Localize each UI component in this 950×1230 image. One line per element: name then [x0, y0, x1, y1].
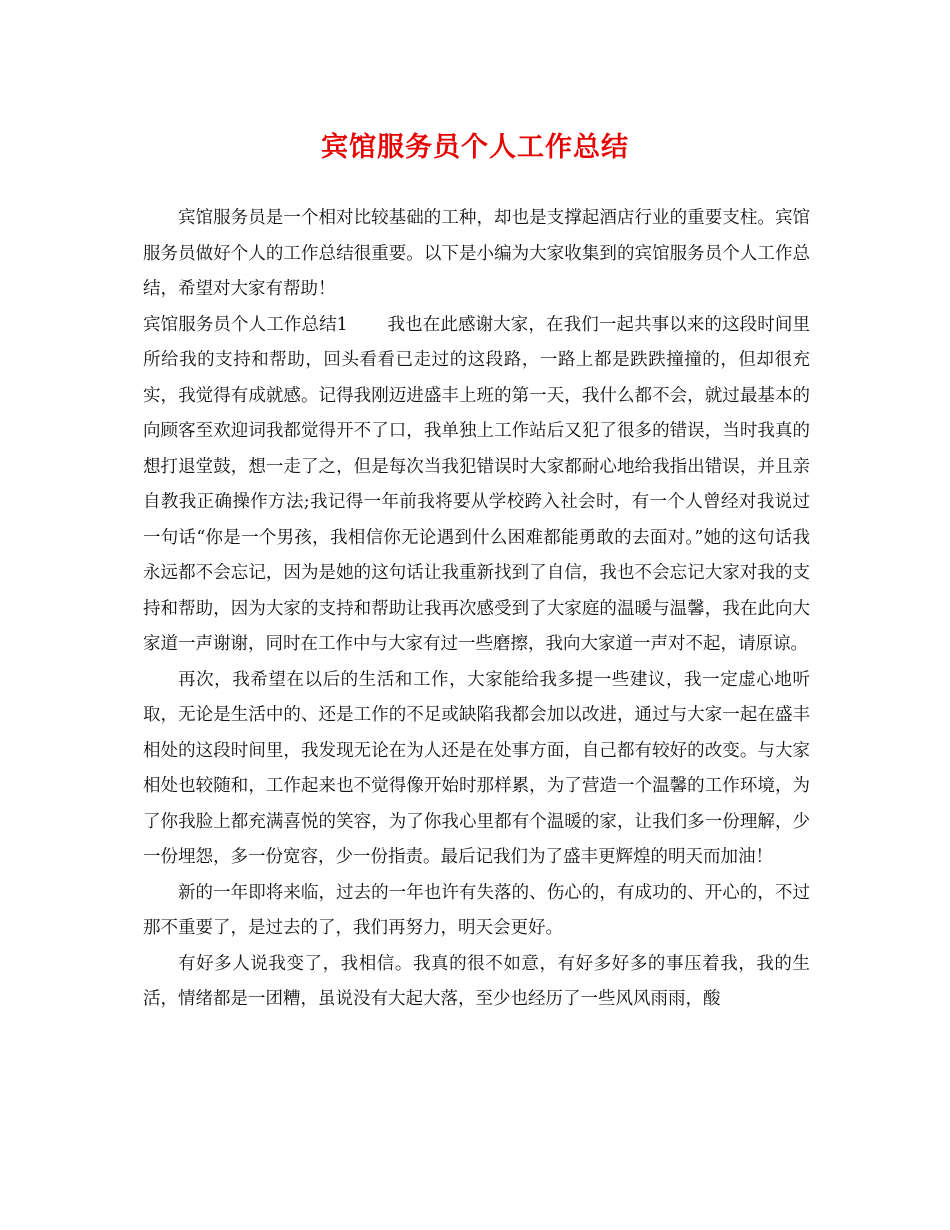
intro-paragraph: 宾馆服务员是一个相对比较基础的工种，却也是支撑起酒店行业的重要支柱。宾馆服务员做好个人的工作总结很重要。以下是小编为大家收集到的宾馆服务员个人工作总结，希望对大家有帮助！ [143, 208, 810, 299]
section-paragraph [143, 308, 810, 663]
document-title: 宾馆服务员个人工作总结 [321, 132, 629, 163]
section-paragraph-text: 我也在此感谢大家，在我们一起共事以来的这段时间里所给我的支持和帮助，回头看看已走过的这段路，一路上都是跌跌撞撞的，但却很充实，我觉得有成就感。记得我刚迈进盛丰上班的第一天，我什么都不会，就过最基本的向顾客至欢迎词我都觉得开不了口，我单独上工作站后又犯了很多的错误，当时我真的想打退堂鼓，想一走了之，但是每次当我犯错误时大家都耐心地给我指出错误，并且亲自教我正确操作方法;我记得一年前我将要从学校跨入社会时，有一个人曾经对我说过一句话“你是一个男孩，我相信你无论遇到什么困难都能勇敢的去面对。”她的这句话我永远都不会忘记，因为是她的这句话让我重新找到了自信，我也不会忘记大家对我的支持和帮助，因为大家的支持和帮助让我再次感受到了大家庭的温暖与温馨，我在此向大家道一声谢谢，同时在工作中与大家有过一些磨擦，我向大家道一声对不起，请原谅。 [143, 314, 811, 654]
body-paragraph: 新的一年即将来临，过去的一年也许有失落的、伤心的，有成功的、开心的，不过那不重要了，是过去的了，我们再努力，明天会更好。 [143, 882, 810, 938]
body-paragraph: 有好多人说我变了，我相信。我真的很不如意，有好多好多的事压着我，我的生活，情绪都是一团糟，虽说没有大起大落，至少也经历了一些风风雨雨，酸 [143, 953, 810, 1009]
document-body [143, 201, 810, 1018]
body-paragraph: 再次，我希望在以后的生活和工作，大家能给我多提一些建议，我一定虚心地听取，无论是生活中的、还是工作的不足或缺陷我都会加以改进，通过与大家一起在盛丰相处的这段时间里，我发现无论在为人还是在处事方面，自己都有较好的改变。与大家相处也较随和，工作起来也不觉得像开始时那样累，为了营造一个温馨的工作环境，为了你我脸上都充满喜悦的笑容，为了你我心里都有个温暖的家，让我们多一份理解，少一份埋怨，多一份宽容，少一份指责。最后记我们为了盛丰更辉煌的明天而加油！ [143, 669, 810, 867]
section-heading: 宾馆服务员个人工作总结1 [143, 314, 348, 335]
